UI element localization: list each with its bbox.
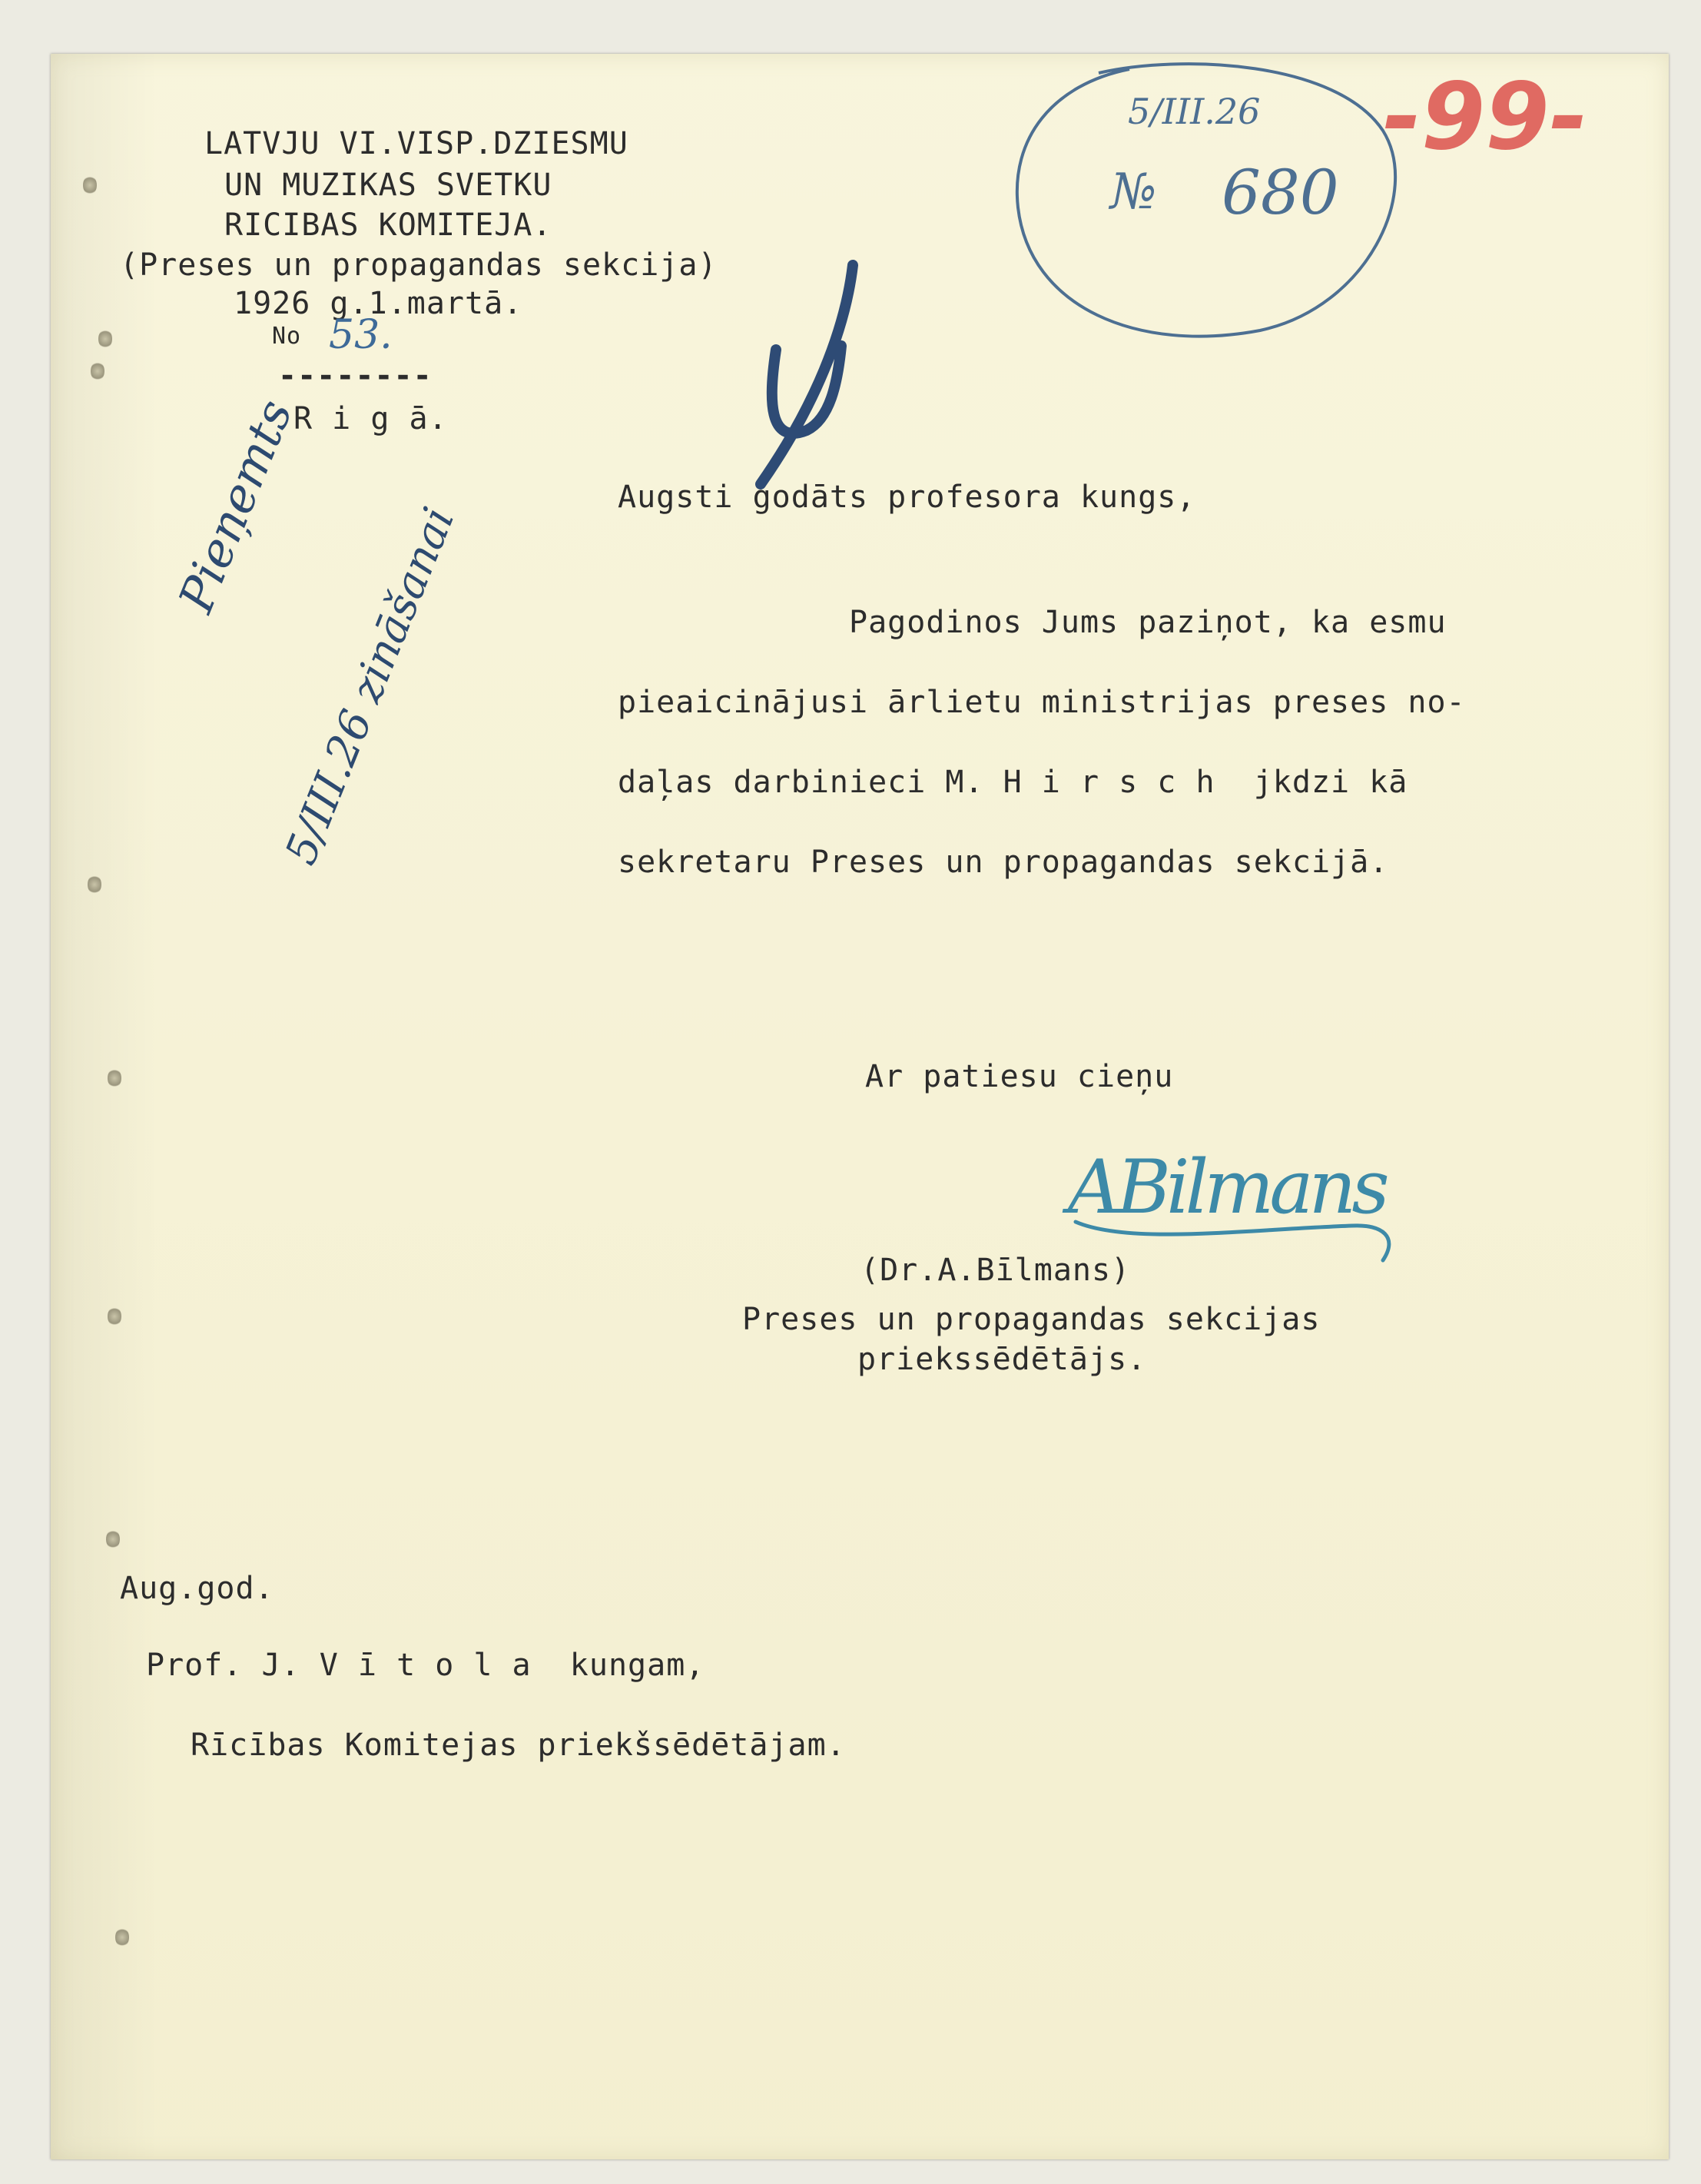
letterhead-separator: -------- (278, 358, 433, 393)
body-line: daļas darbinieci M. H i r s c h jkdzi kā (618, 765, 1408, 800)
letterhead-number-label: No (272, 323, 302, 350)
stamp-date: 5/III.26 (1128, 91, 1261, 132)
letterhead-org-line1: LATVJU VI.VISP.DZIESMU (204, 126, 628, 161)
addressee-line2: Prof. J. V ī t o l a kungam, (146, 1648, 705, 1683)
signer-name: (Dr.A.Bīlmans) (860, 1253, 1131, 1288)
margin-note-line2: 5/III.26 zināšanai (276, 500, 465, 871)
letterhead-city: R i g ā. (293, 401, 448, 436)
letterhead-section: (Preses un propagandas sekcija) (120, 247, 718, 283)
addressee-line3: Rīcības Komitejas priekšsēdētājam. (191, 1728, 846, 1763)
letterhead-org-line3: RICIBAS KOMITEJA. (224, 207, 552, 243)
stamp-number-label: № (1110, 164, 1157, 221)
closing: Ar patiesu cieņu (865, 1059, 1174, 1094)
margin-note-line1: Pieņemts (167, 392, 303, 620)
signature: ABilmans (1068, 1144, 1385, 1230)
letterhead-org-line2: UN MUZIKAS SVETKU (224, 168, 552, 203)
body-line: pieaicinājusi ārlietu ministrijas preses no- (618, 685, 1466, 720)
signer-title-line1: Preses un propagandas sekcijas (742, 1302, 1321, 1337)
letter-body (618, 583, 1466, 902)
salutation: Augsti godāts profesora kungs, (618, 480, 1196, 515)
stamp-number: 680 (1222, 157, 1339, 228)
letterhead-number-value: 53. (329, 312, 393, 358)
letterhead-date: 1926 g.1.martā. (234, 286, 523, 321)
red-annotation: -99- (1383, 64, 1588, 171)
addressee-line1: Aug.god. (120, 1571, 274, 1606)
signer-title-line2: priekssēdētājs. (857, 1342, 1147, 1377)
body-line: sekretaru Preses un propagandas sekcijā. (618, 845, 1389, 880)
body-line: Pagodinos Jums paziņot, ka esmu (618, 605, 1447, 640)
